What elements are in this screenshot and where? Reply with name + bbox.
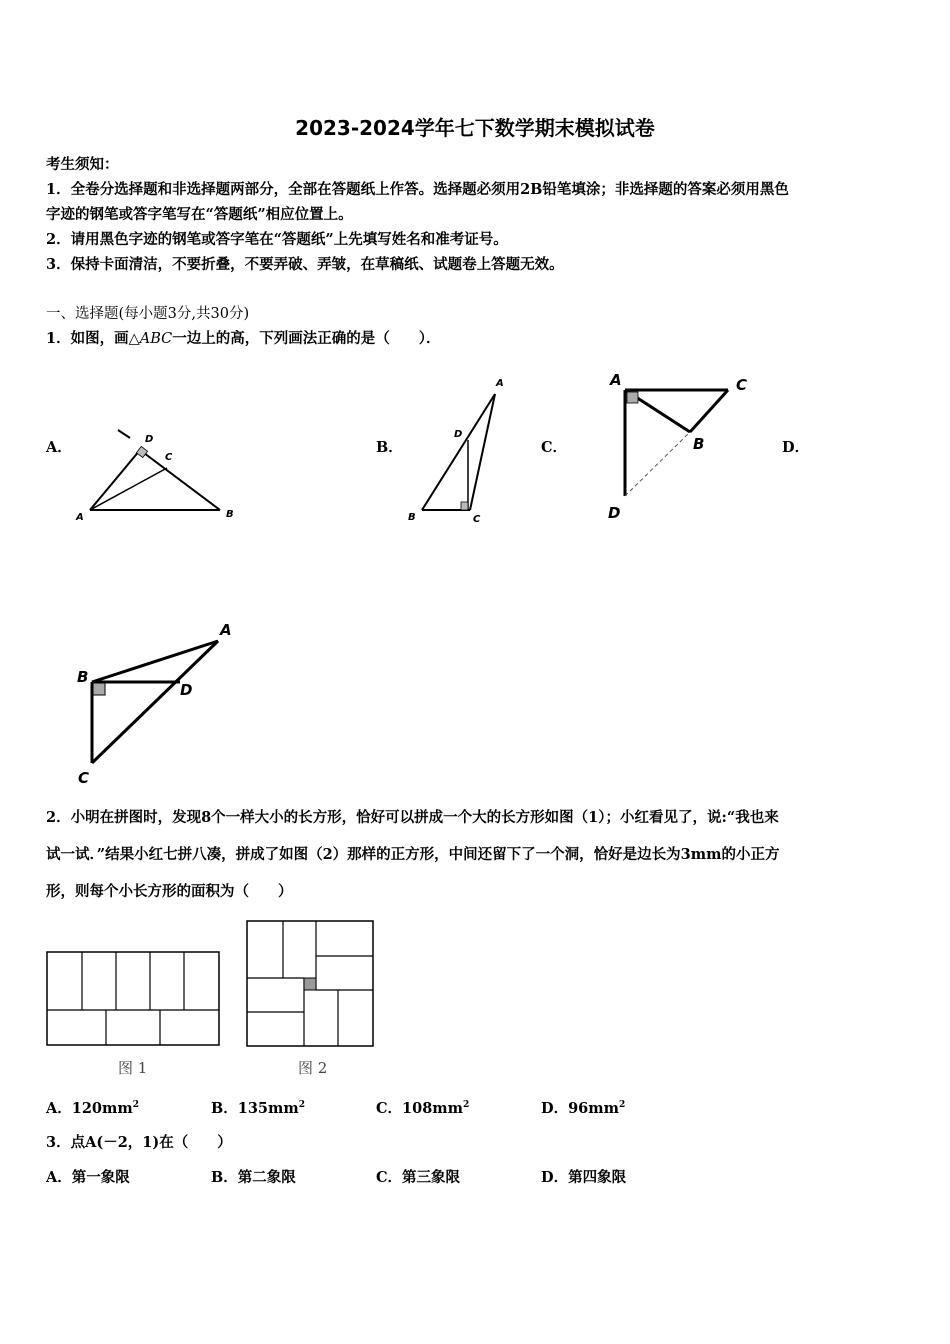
fig-d-label-a: A: [220, 621, 232, 639]
q1-prefix: 1．如图，画: [46, 330, 129, 347]
fig-c-label-b: B: [693, 435, 705, 453]
q3-option-d: D．第四象限: [541, 1169, 627, 1186]
page-title: 2023-2024学年七下数学期末模拟试卷: [295, 116, 655, 140]
notice-item-2: 2．请用黑色字迹的钢笔或答字笔在“答题纸”上先填写姓名和准考证号。: [46, 231, 508, 248]
q1-figure-a: [70, 420, 250, 530]
q1-option-d-label: D．: [782, 439, 810, 456]
fig-a-label-c: C: [165, 452, 173, 463]
fig-b-label-b: B: [408, 512, 416, 523]
notice-item-1: 1．全卷分选择题和非选择题两部分，全部在答题纸上作答。选择题必须用2B铅笔填涂；非选择题的答案必须用黑色: [46, 181, 789, 198]
q1-option-a-label: A．: [46, 439, 72, 456]
q1-figure-d: [70, 615, 250, 790]
fig-c-label-c: C: [736, 376, 748, 394]
q2-option-c: C．$108mm^2$: [376, 1100, 470, 1117]
q1-option-b-label: B．: [376, 439, 403, 456]
q3-stem: 3．点A(－2，1)在（ ）: [46, 1134, 232, 1151]
q2-figure-1: [46, 950, 221, 1050]
fig-d-label-b: B: [77, 668, 89, 686]
q3-option-b: B．第二象限: [211, 1169, 296, 1186]
q2-line-3: 形，则每个小长方形的面积为（ ）: [46, 883, 293, 900]
q1-figure-b: [400, 372, 520, 532]
fig-b-label-c: C: [473, 514, 481, 525]
q1-suffix: 一边上的高，下列画法正确的是（ ）．: [172, 330, 441, 347]
fig-d-label-c: C: [78, 769, 90, 787]
notice-heading: 考生须知：: [46, 156, 119, 173]
q2-option-b: B．$135mm^2$: [211, 1100, 305, 1117]
q3-option-a: A．第一象限: [46, 1169, 130, 1186]
section-heading: 一、选择题(每小题3分,共30分): [46, 306, 250, 322]
notice-item-3: 3．保持卡面清洁，不要折叠，不要弄破、弄皱，在草稿纸、试题卷上答题无效。: [46, 256, 564, 273]
q3-option-c: C．第三象限: [376, 1169, 461, 1186]
notice-item-1-cont: 字迹的钢笔或答字笔写在“答题纸”相应位置上。: [46, 206, 353, 223]
fig-a-label-d: D: [145, 434, 154, 445]
fig-c-label-d: D: [608, 504, 621, 522]
fig-d-label-d: D: [180, 681, 193, 699]
fig-b-label-d: D: [454, 429, 463, 440]
q2-line-1: 2．小明在拼图时，发现8个一样大小的长方形，恰好可以拼成一个大的长方形如图（1）；小红看见了，说:“我也来: [46, 809, 779, 826]
q1-stem: [46, 327, 441, 348]
q2-option-d: D．$96mm^2$: [541, 1100, 626, 1117]
q1-option-c-label: C．: [541, 439, 568, 456]
q2-line-2: 试一试．”结果小红七拼八凑，拼成了如图（2）那样的正方形，中间还留下了一个洞，恰好是边长为3mm的小正方: [46, 846, 780, 863]
q2-figure-2: [246, 920, 376, 1048]
fig-a-label-b: B: [226, 509, 234, 520]
q2-figure-1-caption: 图 1: [118, 1059, 148, 1077]
q1-math: △ABC: [128, 331, 173, 347]
q2-figure-2-caption: 图 2: [298, 1059, 328, 1077]
fig-a-label-a: A: [76, 512, 84, 523]
fig-b-label-a: A: [496, 378, 504, 389]
fig-c-label-a: A: [610, 371, 622, 389]
q2-option-a: A．$120mm^2$: [46, 1100, 139, 1117]
q1-figure-c: [600, 366, 770, 526]
